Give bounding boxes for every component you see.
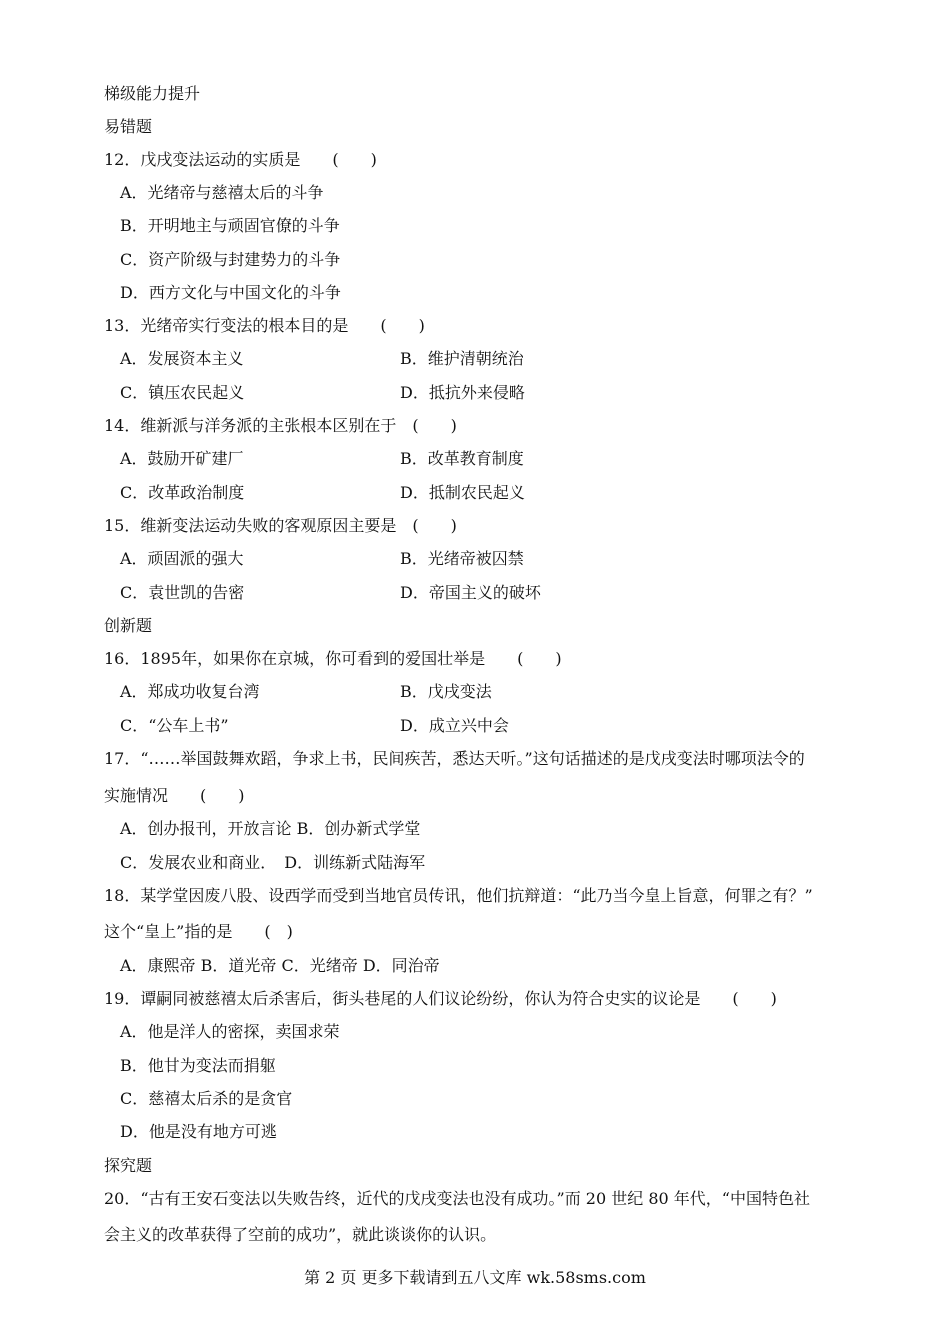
question-14-option-c: C．改革政治制度 [120,483,245,502]
question-14-option-a: A．鼓励开矿建厂 [120,449,244,468]
question-13-options-row1 [120,349,524,369]
question-12-option-c: C．资产阶级与封建势力的斗争 [120,250,341,269]
question-17-stem-line2: 实施情况 ( ) [104,786,245,805]
question-17-options-row1: A．创办报刊，开放言论 B．创办新式学堂 [120,819,421,838]
question-15-option-b: B．光绪帝被囚禁 [400,549,524,568]
question-16-options-row2 [120,716,509,736]
page-footer: 第 2 页 更多下载请到五八文库 wk.58sms.com [304,1268,646,1287]
question-20-stem-line1: 20．“古有王安石变法以失败告终，近代的戊戌变法也没有成功。”而 20 世纪 80 年代，“中国特色社 [104,1189,810,1208]
question-15-stem: 15．维新变法运动失败的客观原因主要是 ( ) [104,516,457,535]
section-easy-wrong: 易错题 [104,117,153,136]
question-15-options-row1 [120,549,524,569]
question-18-stem-line2: 这个“皇上”指的是 ( ) [104,922,293,941]
question-17-stem-line1: 17．“……举国鼓舞欢蹈，争求上书，民间疾苦，悉达天听。”这句话描述的是戊戌变法时哪项法令的 [104,749,805,768]
question-13-option-b: B．维护清朝统治 [400,349,524,368]
question-18-stem-line1: 18．某学堂因废八股、设西学而受到当地官员传讯，他们抗辩道：“此乃当今皇上旨意，何罪之有？” [104,886,813,905]
question-19-option-c: C．慈禧太后杀的是贪官 [120,1089,293,1108]
question-14-stem: 14．维新派与洋务派的主张根本区别在于 ( ) [104,416,457,435]
question-16-options-row1 [120,682,492,702]
question-19-option-d: D．他是没有地方可逃 [120,1122,277,1141]
section-title: 梯级能力提升 [104,84,201,103]
section-innovation: 创新题 [104,616,153,635]
question-16-option-b: B．戊戌变法 [400,682,492,701]
question-13-option-a: A．发展资本主义 [120,349,244,368]
question-16-option-d: D．成立兴中会 [400,716,509,735]
section-explore: 探究题 [104,1156,153,1175]
question-12-stem: 12．戊戌变法运动的实质是 ( ) [104,150,377,169]
question-13-option-d: D．抵抗外来侵略 [400,383,525,402]
question-13-options-row2 [120,383,525,403]
question-14-option-d: D．抵制农民起义 [400,483,525,502]
question-15-options-row2 [120,583,541,603]
question-15-option-c: C．袁世凯的告密 [120,583,245,602]
question-13-option-c: C．镇压农民起义 [120,383,245,402]
question-14-options-row1 [120,449,524,469]
question-18-options-row: A．康熙帝 B．道光帝 C．光绪帝 D．同治帝 [120,956,440,975]
question-16-stem: 16．1895年，如果你在京城，你可看到的爱国壮举是 ( ) [104,649,562,668]
question-12-option-d: D．西方文化与中国文化的斗争 [120,283,341,302]
question-14-options-row2 [120,483,525,503]
question-19-stem: 19．谭嗣同被慈禧太后杀害后，街头巷尾的人们议论纷纷，你认为符合史实的议论是 ( ) [104,989,777,1008]
question-12-option-b: B．开明地主与顽固官僚的斗争 [120,216,340,235]
question-16-option-c: C．“公车上书” [120,716,229,735]
question-14-option-b: B．改革教育制度 [400,449,524,468]
question-12-option-a: A．光绪帝与慈禧太后的斗争 [120,183,324,202]
question-20-stem-line2: 会主义的改革获得了空前的成功”，就此谈谈你的认识。 [104,1225,497,1244]
question-15-option-d: D．帝国主义的破坏 [400,583,541,602]
question-19-option-b: B．他甘为变法而捐躯 [120,1056,276,1075]
question-16-option-a: A．郑成功收复台湾 [120,682,260,701]
question-19-option-a: A．他是洋人的密探，卖国求荣 [120,1022,340,1041]
question-15-option-a: A．顽固派的强大 [120,549,244,568]
question-13-stem: 13．光绪帝实行变法的根本目的是 ( ) [104,316,425,335]
question-17-options-row2: C．发展农业和商业． D．训练新式陆海军 [120,853,426,872]
